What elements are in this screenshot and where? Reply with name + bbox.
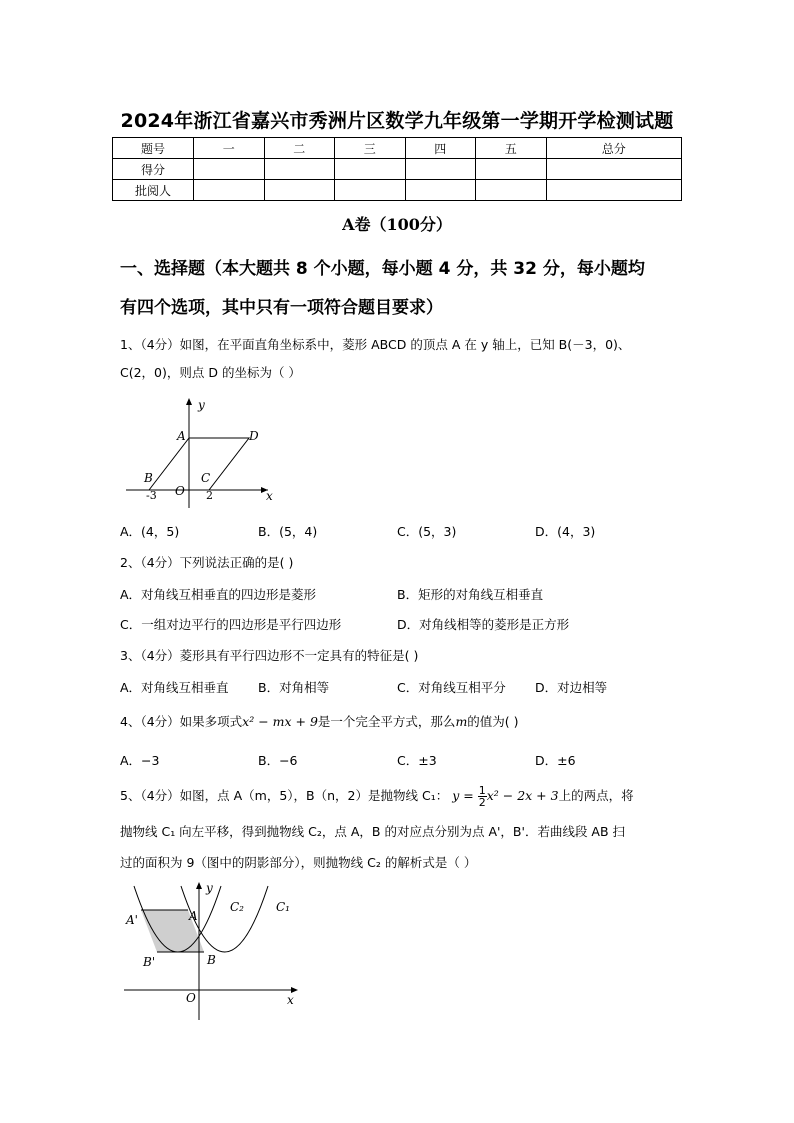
table-cell: 五 [476,138,547,159]
q1-option-b: B．(5，4) [258,524,318,539]
q3-option-c: C．对角线互相平分 [397,680,506,695]
q5-stem-after: 上的两点，将 [558,788,634,803]
rhombus-abcd [149,438,249,490]
page-title: 2024年浙江省嘉兴市秀洲片区数学九年级第一学期开学检测试题 [120,110,674,132]
q5-fraction [478,785,487,808]
table-cell [335,180,406,201]
q1-option-d: D．(4，3) [535,524,596,539]
c2-label: C₂ [230,900,244,914]
table-row [113,159,682,180]
q5-stem-before: 5、（4分）如图，点 A（m，5），B（n，2）是抛物线 C₁： [120,788,449,803]
q2-option-b: B．矩形的对角线互相垂直 [397,587,544,602]
point-b-label: B [207,953,216,967]
q5-frac-num: 1 [478,784,486,797]
q1-option-c: C．(5，3) [397,524,457,539]
q4-option-c: C．±3 [397,753,437,768]
table-cell [194,159,265,180]
table-cell: 三 [335,138,406,159]
q5-stem-line3: 过的面积为 9（图中的阴影部分），则抛物线 C₂ 的解析式是（ ） [120,855,477,870]
table-cell [264,180,335,201]
table-cell [405,159,476,180]
table-cell [335,159,406,180]
q4-stem [120,713,690,731]
table-cell: 批阅人 [113,180,194,201]
part1-heading-line1: 一、选择题（本大题共 8 个小题，每小题 4 分，共 32 分，每小题均 [120,259,645,279]
q3-option-a: A．对角线互相垂直 [120,680,229,695]
table-cell: 四 [405,138,476,159]
q4-stem-after: 的值为( ) [467,714,519,729]
x-label: x [266,489,273,503]
table-cell: 总分 [546,138,682,159]
table-cell: 得分 [113,159,194,180]
q2-option-d: D．对角线相等的菱形是正方形 [397,617,570,632]
point-b-prime-label: B' [143,955,156,969]
table-cell: 题号 [113,138,194,159]
q2-option-c: C．一组对边平行的四边形是平行四边形 [120,617,342,632]
q1-option-a: A．(4，5) [120,524,180,539]
q5-eq-y: y = [452,788,474,803]
section-a-heading: A卷（100分） [342,215,452,234]
q1-stem-line1: 1、（4分）如图，在平面直角坐标系中，菱形 ABCD 的顶点 A 在 y 轴上，已知 B(－3，0)、 [120,337,631,352]
point-a-prime-label: A' [126,913,138,927]
table-cell [194,180,265,201]
q3-stem: 3、（4分）菱形具有平行四边形不一定具有的特征是( ) [120,648,419,663]
y-axis-arrow [196,882,202,889]
q4-expression: x² − mx + 9 [242,714,318,729]
q4-stem-before: 4、（4分）如果多项式 [120,714,243,729]
c1-label: C₁ [276,900,290,914]
q4-option-b: B．−6 [258,753,298,768]
origin-label: O [186,991,196,1005]
table-cell [405,180,476,201]
point-c-label: C [201,471,211,485]
q4-option-d: D．±6 [535,753,576,768]
q4-stem-middle: 是一个完全平方式，那么 [317,714,456,729]
q5-frac-den: 2 [478,796,486,809]
q2-option-a: A．对角线互相垂直的四边形是菱形 [120,587,317,602]
table-cell: 一 [194,138,265,159]
q4-option-a: A．−3 [120,753,160,768]
q3-option-b: B．对角相等 [258,680,330,695]
tick-2: 2 [206,489,213,502]
q3-option-d: D．对边相等 [535,680,608,695]
table-cell [476,180,547,201]
table-cell: 二 [264,138,335,159]
point-b-label: B [144,471,153,485]
q2-stem: 2、（4分）下列说法正确的是( ) [120,555,294,570]
q5-stem-line2: 抛物线 C₁ 向左平移，得到抛物线 C₂，点 A，B 的对应点分别为点 A'，B'．若曲线段 AB 扫 [120,824,626,839]
q5-stem-line1 [120,782,690,810]
table-cell [264,159,335,180]
q4-variable: m [455,714,468,729]
point-d-label: D [249,429,259,443]
part1-heading-line2: 有四个选项，其中只有一项符合题目要求） [120,298,443,318]
y-label: y [198,398,205,412]
table-row [113,138,682,159]
table-cell [546,159,682,180]
point-a-label: A [189,909,198,923]
table-row [113,180,682,201]
x-label: x [287,993,294,1007]
q1-figure [120,394,280,510]
tick-neg3: -3 [146,489,157,502]
origin-label: O [175,484,185,498]
point-a-label: A [177,429,186,443]
table-cell [546,180,682,201]
table-cell [476,159,547,180]
y-label: y [206,881,213,895]
q5-eq-rest: x² − 2x + 3 [486,788,559,803]
q1-stem-line2: C(2，0)，则点 D 的坐标为（ ） [120,365,301,380]
y-axis-arrow [186,398,192,405]
score-table [112,137,682,201]
q5-figure [120,880,305,1025]
